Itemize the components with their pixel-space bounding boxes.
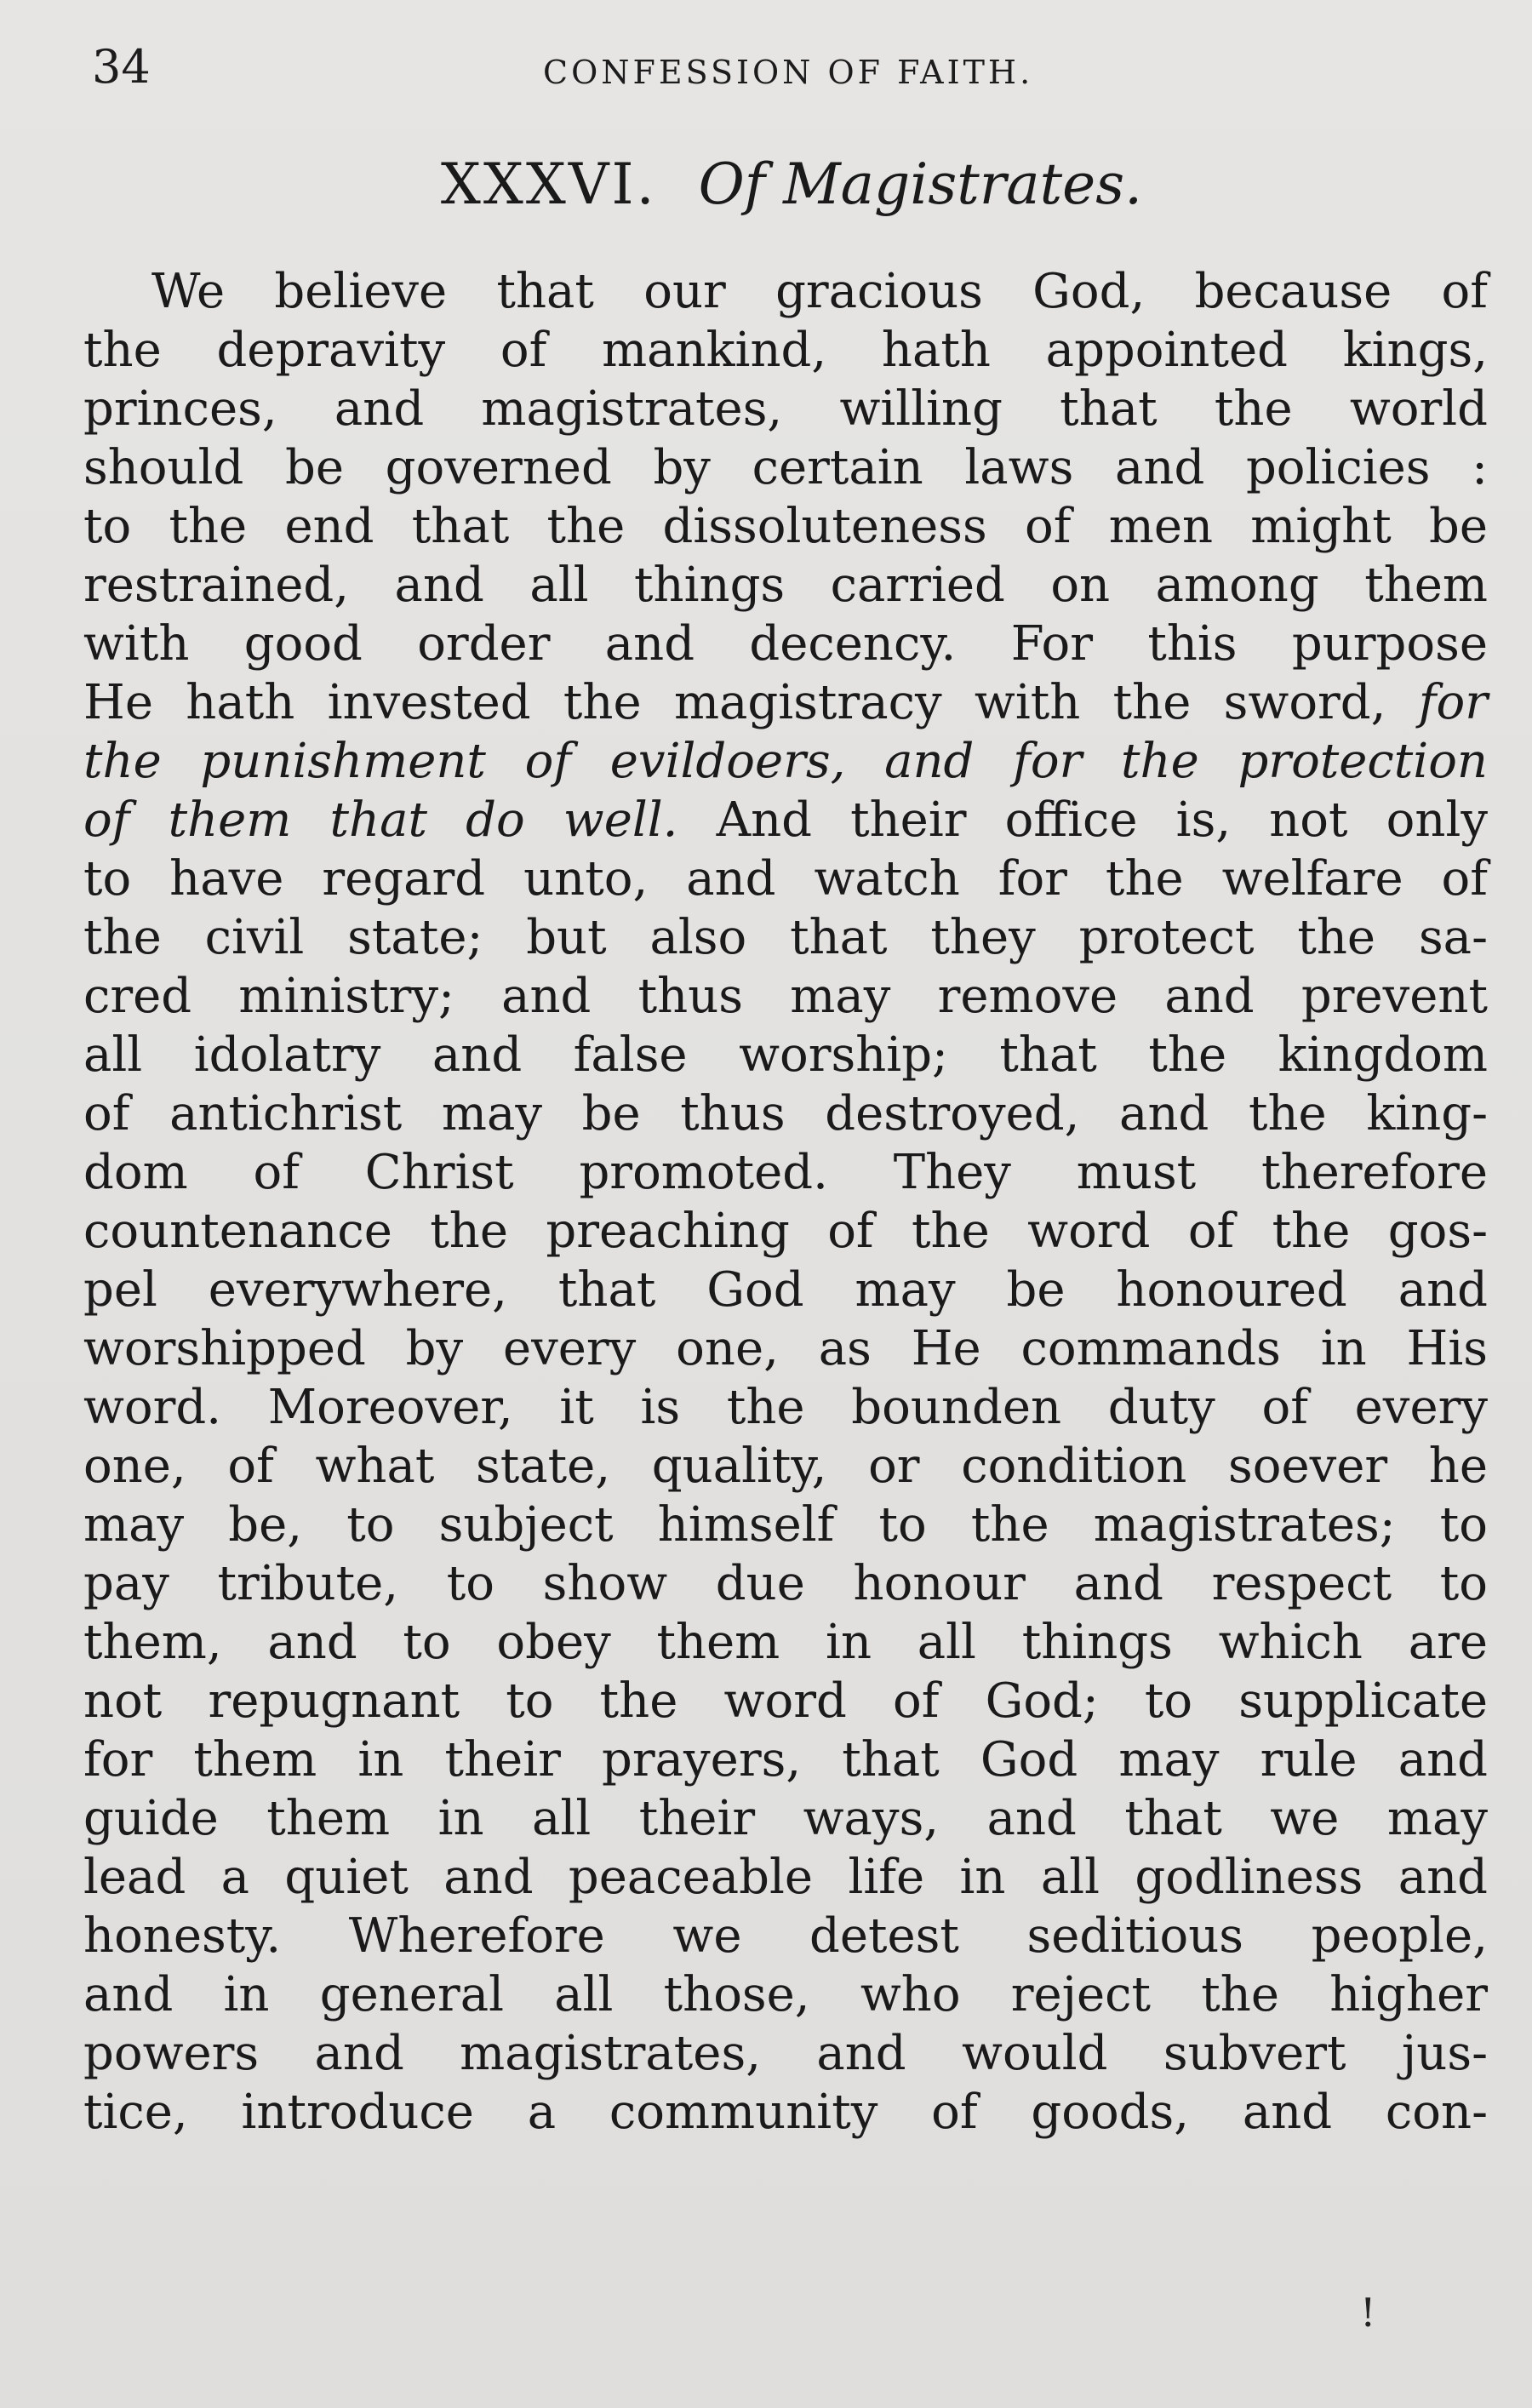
text-line [83,673,1488,732]
text-line: countenance the preaching of the word of the gos- [83,1204,1488,1259]
text-line-italic: for [1418,675,1488,730]
text-line: and in general all those, who reject the higher [83,1967,1488,2022]
text-line: one, of what state, quality, or condition soever he [83,1439,1488,1494]
text-line: the civil state; but also that they protect the sa- [83,910,1488,965]
text-line: cred ministry; and thus may remove and prevent [83,969,1488,1024]
text-line: of antichrist may be thus destroyed, and the king- [83,1086,1488,1141]
section-title: Of Magistrates. [698,152,1143,217]
text-line: We believe that our gracious God, because of [151,264,1488,319]
text-line: tice, introduce a community of goods, and con- [83,2085,1488,2140]
text-line: worshipped by every one, as He commands in His [83,1321,1488,1376]
printer-mark: ! [1360,2290,1376,2336]
text-line-main: He hath invested the magistracy with the sword, [83,675,1386,730]
text-line: them, and to obey them in all things which are [83,1615,1488,1670]
text-line: should be governed by certain laws and policies : [83,440,1488,495]
text-line: lead a quiet and peaceable life in all godliness and [83,1850,1488,1905]
text-line: dom of Christ promoted. They must therefore [83,1145,1488,1200]
text-line: to the end that the dissoluteness of men might be [83,499,1488,554]
text-line: not repugnant to the word of God; to supplicate [83,1673,1488,1729]
text-line: pay tribute, to show due honour and respect to [83,1556,1488,1611]
text-line: guide them in all their ways, and that we may [83,1791,1488,1846]
text-line: restrained, and all things carried on among them [83,558,1488,613]
running-head: CONFESSION OF FAITH. [543,54,1034,91]
text-line: for them in their prayers, that God may rule and [83,1732,1488,1787]
text-line: powers and magistrates, and would subvert jus- [83,2026,1488,2081]
section-numeral: XXXVI. [440,152,657,217]
text-line-italic: the punishment of evildoers, and for the protection [83,734,1488,789]
text-line-main: And their office is, not only [716,792,1488,848]
article-body [83,262,1488,2142]
page-number: 34 [92,40,151,94]
text-line: princes, and magistrates, willing that the world [83,381,1488,437]
text-line: all idolatry and false worship; that the kingdom [83,1027,1488,1083]
text-line: to have regard unto, and watch for the welfare of [83,851,1488,907]
text-line [83,791,1488,849]
page-header [92,37,1488,97]
text-line: pel everywhere, that God may be honoured and [83,1262,1488,1318]
text-line: honesty. Wherefore we detest seditious people, [83,1908,1488,1964]
text-line: with good order and decency. For this purpose [83,616,1488,672]
text-line: the depravity of mankind, hath appointed kings, [83,323,1488,378]
text-line: word. Moreover, it is the bounden duty of every [83,1380,1488,1435]
text-line: may be, to subject himself to the magistrates; to [83,1497,1488,1553]
text-line-italic: of them that do well. [83,792,678,848]
section-heading [0,146,1532,223]
